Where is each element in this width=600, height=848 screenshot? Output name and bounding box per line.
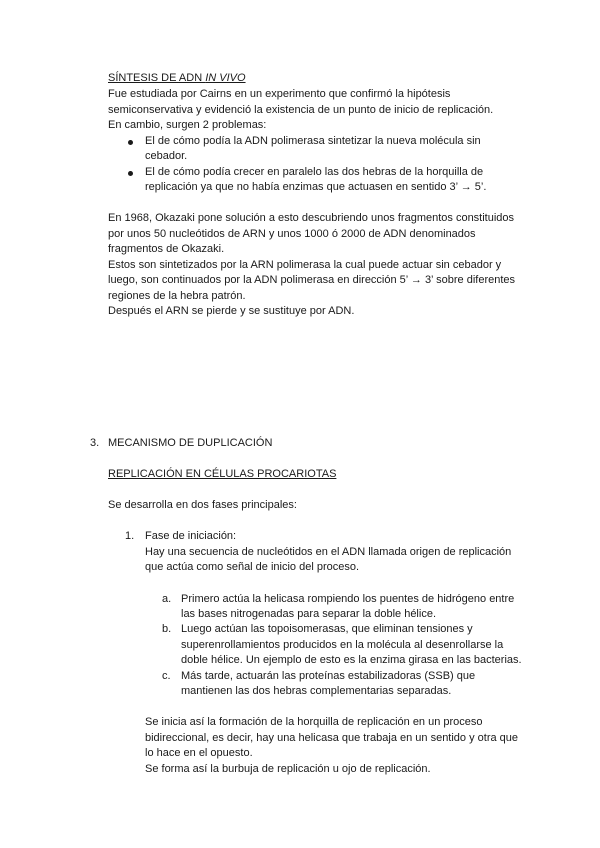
section-title: SÍNTESIS DE ADN IN VIVO — [108, 72, 246, 84]
intro-text: Se desarrolla en dos fases principales: — [108, 499, 297, 511]
bullet-dot-icon — [128, 140, 133, 145]
phase-title: Fase de iniciación: — [145, 530, 237, 542]
subheading: REPLICACIÓN EN CÉLULAS PROCARIOTAS — [108, 468, 337, 480]
bullet-dot-icon — [128, 171, 133, 176]
